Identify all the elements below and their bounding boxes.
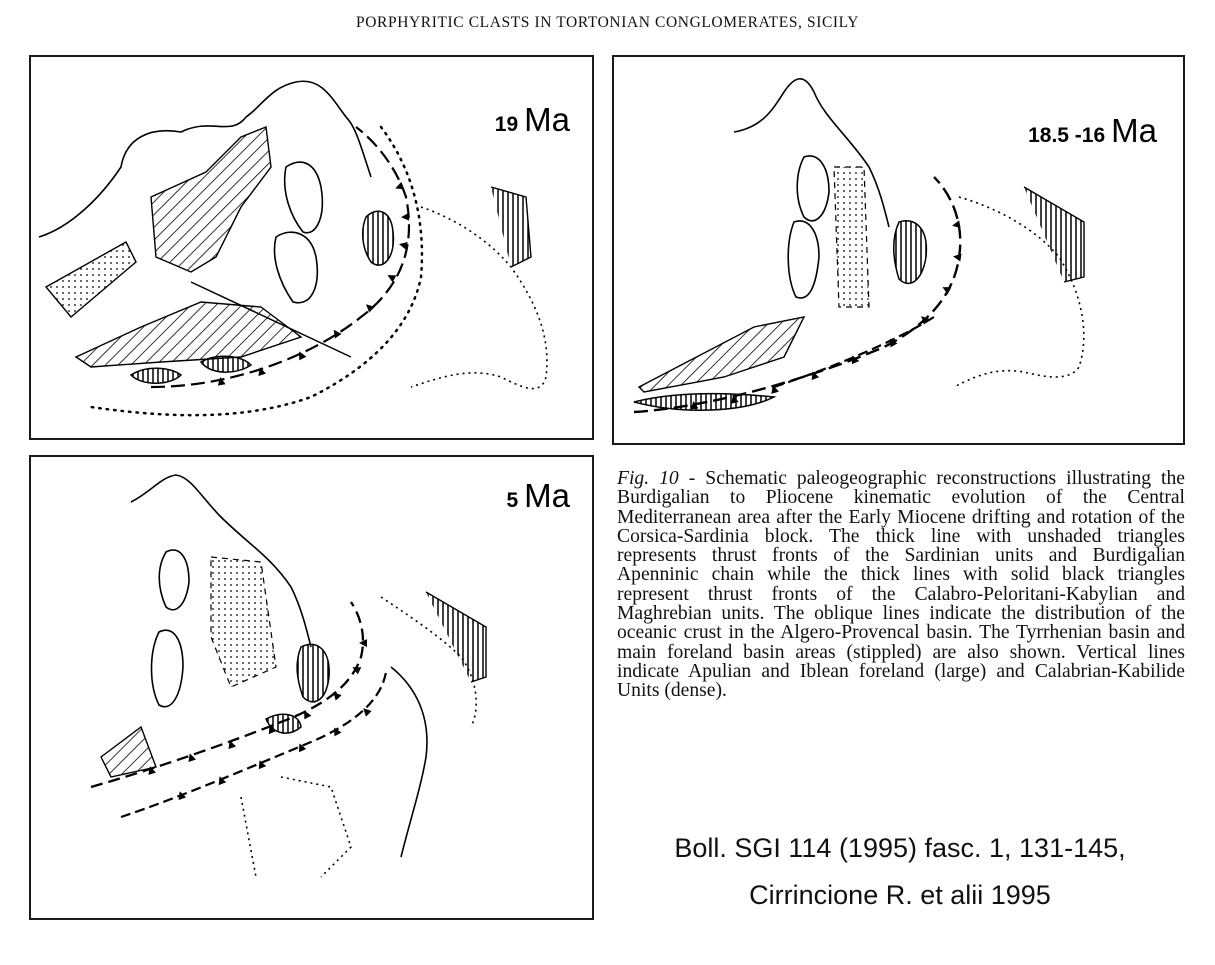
running-title: PORPHYRITIC CLASTS IN TORTONIAN CONGLOMERATES, SICILY <box>356 14 859 31</box>
citation-journal: Boll. SGI 114 (1995) fasc. 1, 131-145, <box>674 833 1126 863</box>
paleogeographic-map-5ma <box>31 457 592 918</box>
figure-caption-text: - Schematic paleogeographic reconstructions illustrating the Burdigalian to Pliocene kinematic evolution of the Central Mediterranean area after the Early Miocene drifting and rotation of the Corsica-Sardinia block. The thick line with unshaded triangles represents thrust fronts of the Sardinian units and Burdigalian Apenninic chain while the thick lines with solid black triangles represent thrust fronts of the Calabro-Peloritani-Kabylian and Maghrebian units. The oblique lines indicate the distribution of the oceanic crust in the Algero-Provencal basin. The Tyrrhenian basin and main foreland basin areas (stippled) are also shown. Vertical lines indicate Apulian and Iblean foreland (large) and Calabrian-Kabilide Units (dense). <box>617 468 1185 702</box>
map-age-label-5ma: 5 Ma <box>506 477 570 514</box>
figure-caption-label: Fig. 10 <box>617 468 679 489</box>
citation-authors: Cirrincione R. et alii 1995 <box>749 880 1051 910</box>
map-age-label-19ma: 19 Ma <box>494 101 570 138</box>
map-panel-18-5-16ma <box>612 55 1185 445</box>
map-panel-5ma <box>29 455 594 920</box>
map-age-label-18-5-16ma: 18.5 -16 Ma <box>1028 112 1157 149</box>
figure-caption <box>617 469 1185 701</box>
map-panel-19ma <box>29 55 594 440</box>
